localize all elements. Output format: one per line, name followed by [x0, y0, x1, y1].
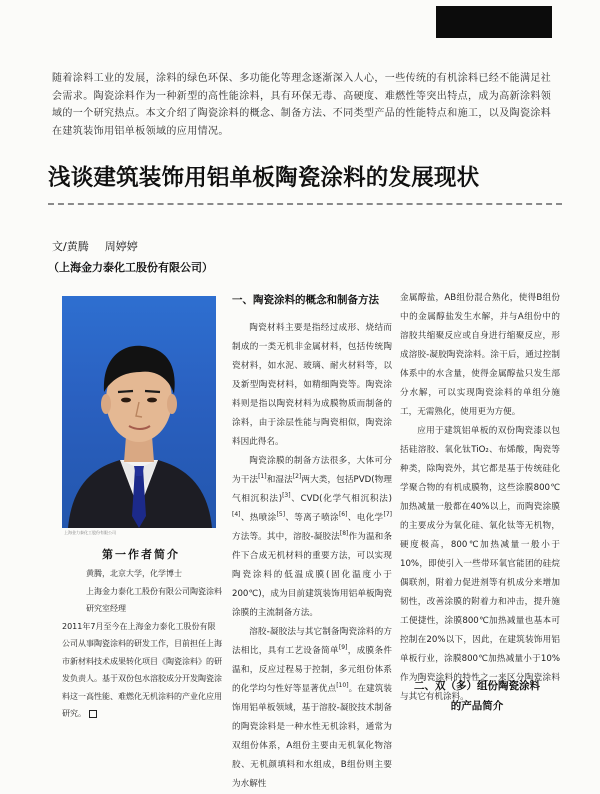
author-organization: （上海金力泰化工股份有限公司） [48, 261, 213, 274]
bio-line-2: 上海金力泰化工股份有限公司陶瓷涂料研究室经理 [86, 586, 222, 613]
middle-column [232, 289, 392, 794]
bio-line-1: 黄腾，北京大学，化学博士 [86, 569, 182, 578]
bio-heading: 第一作者简介 [102, 548, 180, 561]
ref-mark: [3] [282, 492, 291, 500]
text-run: 方法等。其中，溶胶-凝胶法 [232, 532, 340, 542]
header-black-block [436, 6, 552, 38]
ref-mark: [10] [336, 682, 349, 690]
section-2-line-1: 二、双（多）组份陶瓷涂料 [414, 680, 540, 692]
text-run: 两大类，包括PVD(物理气相沉积法) [232, 475, 392, 504]
text-run: 。在建筑装饰用铝单板领域，基于溶胶-凝胶技术制备的陶瓷涂料是一种水性无机涂料，通常为双组份体系，A组份主要由无机氧化物溶胶、无机颜填料和水组成，B组份则主要为水解性 [232, 684, 392, 789]
ref-mark: [4] [232, 511, 241, 519]
section-2-line-2: 的产品简介 [450, 700, 504, 712]
author-secondary: 周婷婷 [104, 240, 138, 253]
middle-paragraph-2 [232, 452, 392, 623]
author-photo [62, 296, 216, 528]
article-title: 浅谈建筑装饰用铝单板陶瓷涂料的发展现状 [48, 165, 480, 191]
bio-paragraph [62, 618, 222, 723]
right-paragraph-2: 应用于建筑铝单板的双份陶瓷漆以包括硅溶胶、氧化钛TiO₂、布烯酸，陶瓷等种类，除陶瓷外，其它都是基于传统硅化学聚合物的有机成膜物，这些涂膜800℃加热减量一般都在40%以上，而陶瓷涂膜的主要成分为氧化硅、氧化钛等无机物，硬度极高，800℃加热减量一般小于10%，即使引入一些带环氧官能团的硅烷偶联剂，附着力促进剂等有机成分来增加韧性，改善涂膜的附着力和冲击，提升施工便捷性，涂膜800℃加热减量也基本可控制在20%以下，因此，在建筑装饰用铝单板行业，涂膜800℃加热减量小于10%作为陶瓷涂料的特性之一来区分陶瓷涂料与其它有机涂料。 [400, 426, 560, 702]
ref-mark: [9] [338, 644, 348, 652]
author-line [52, 238, 138, 254]
text-run: ，成膜条件温和，反应过程易于控制，多元组份体系的化学均匀性好等显著优点 [232, 646, 392, 694]
ref-mark: [7] [383, 511, 392, 519]
section-2-heading [402, 676, 552, 716]
text-run: 、等离子喷涂 [285, 513, 339, 523]
ref-mark: [5] [276, 511, 286, 519]
right-paragraph-1: 金属醇盐，AB组份混合熟化，使得B组份中的金属醇盐发生水解，并与A组份中的溶胶共缩聚反应或自身进行缩聚反应，形成溶胶-凝胶陶瓷涂料。涂干后，通过控制体系中的水含量，使得金属醇盐只发生部分水解，可以实现陶瓷涂料的单组分施工，无需熟化，使用更为方便。 [400, 293, 560, 417]
ref-mark: [6] [338, 511, 348, 519]
author-bio [62, 565, 222, 723]
end-mark [89, 710, 97, 718]
title-divider [48, 203, 562, 205]
right-column [400, 289, 560, 707]
middle-paragraph-3 [232, 623, 392, 794]
ref-mark: [1] [258, 473, 267, 481]
ref-mark: [2] [292, 473, 302, 481]
text-run: 作为温和条件下合成无机材料的重要方法，可以实现陶瓷涂料的低温成膜(固化温度小于200℃)，成为目前建筑装饰用铝单板陶瓷涂膜的主流制备方法。 [232, 532, 392, 618]
text-run: 、电化学 [347, 513, 384, 523]
photo-caption: 上海金力泰化工股份有限公司 [64, 530, 116, 535]
middle-paragraph-1: 陶瓷材料主要是指经过成形、烧结而制成的一类无机非金属材料，包括传统陶瓷材料，如水泥、玻璃、耐火材料等，以及新型陶瓷材料，如精细陶瓷等。陶瓷涂料则是指以陶瓷材料为成膜物质而制备的涂料，由于涂层性能与陶瓷相似，陶瓷涂料因此得名。 [232, 323, 392, 447]
ref-mark: [8] [339, 530, 349, 538]
text-run: 、热喷涂 [240, 513, 277, 523]
text-run: 陶瓷涂膜的制备方法很多，大体可分为干法 [232, 456, 392, 485]
bio-paragraph-text: 2011年7月至今在上海金力泰化工股份有限公司从事陶瓷涂料的研发工作，目前担任上海市新材料技术成果转化项目《陶瓷涂料》的研发负责人。基于双份包水溶胶成分开发陶瓷涂料这一高性能、难燃化无机涂料的产业化应用研究。 [62, 621, 222, 718]
abstract: 随着涂料工业的发展，涂料的绿色环保、多功能化等理念逐渐深入人心，一些传统的有机涂料已经不能满足社会需求。陶瓷涂料作为一种新型的高性能涂料，具有环保无毒、高硬度、难燃性等突出特点，成为高新涂料领域的一个研究热点。本文介绍了陶瓷涂料的概念、制备方法、不同类型产品的性能特点和施工，以及陶瓷涂料在建筑装饰用铝单板领域的应用情况。 [52, 73, 552, 137]
author-primary: 文/黄腾 [52, 240, 89, 253]
text-run: 和湿法 [266, 475, 293, 485]
section-1-heading: 一、陶瓷涂料的概念和制备方法 [232, 294, 379, 306]
text-run: 、CVD(化学气相沉积法) [290, 494, 392, 504]
text-run: 溶胶-凝胶法与其它制备陶瓷涂料的方法相比，具有工艺设备简单 [232, 627, 392, 656]
